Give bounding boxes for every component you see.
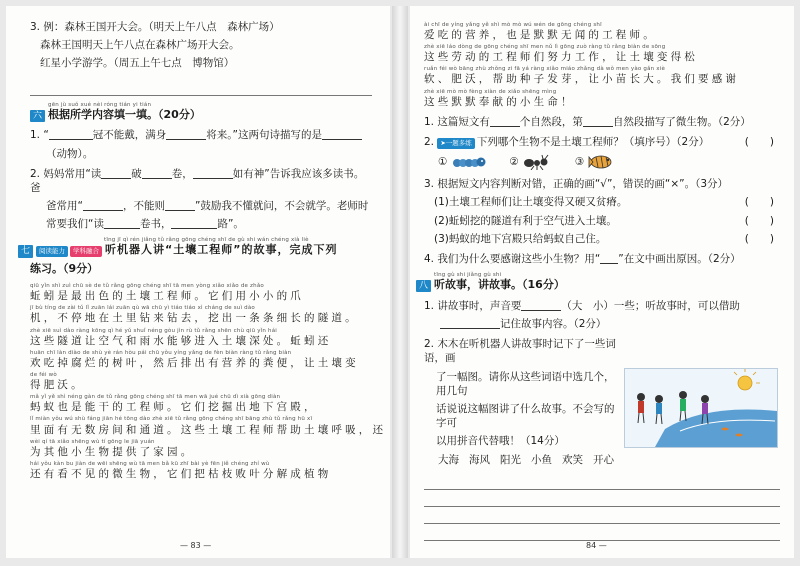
passage-line	[424, 66, 780, 86]
book-gutter	[392, 6, 408, 558]
passage-line	[30, 439, 372, 459]
chinese-line: 机，不停地在土里钻来钻去，挖出一条条细长的隧道。	[30, 312, 359, 325]
passage-line	[30, 394, 372, 414]
q4-b: ”在文中画出原因。（2分）	[618, 252, 741, 265]
word-chip: 阳光	[500, 453, 521, 466]
sec7-badge: 七	[18, 245, 33, 257]
option-1-label: ①	[438, 156, 448, 169]
chinese-line: 还有看不见的微生物，它们把枯枝败叶分解成植物	[30, 467, 332, 480]
chinese-line: 蚂蚁也是能干的工程师。它们挖掘出地下宫殿，	[30, 401, 318, 414]
chinese-line: 为其他小生物提供了家园。	[30, 445, 195, 458]
left-page	[6, 6, 390, 558]
prompt-line: 话说说这幅图讲了什么故事。不会写的字可	[436, 403, 615, 430]
chinese-line: 欢吃掉腐烂的树叶，然后排出有营养的粪便，让土壤变	[30, 356, 359, 369]
passage-line	[30, 350, 372, 370]
pinyin-line: zhè xiē suì dào ràng kōng qì hé yǔ shuǐ néng gòu jìn rù tǔ rǎng shēn chù qiū yǐn hái	[30, 327, 278, 334]
judge-item	[424, 232, 780, 246]
page-number-left: — 83 —	[180, 541, 212, 550]
pinyin-line: huān chī làn diào de shù yè rán hòu pái chū yǒu yíng yǎng de fèn biàn ràng tǔ rǎng biàn	[30, 349, 292, 356]
sec7-title2: 练习。（9分）	[30, 262, 99, 276]
q1-c: 自然段描写了微生物。（2分）	[612, 115, 751, 128]
chinese-line: 得肥沃。	[30, 379, 85, 392]
chinese-line: 这些隧道让空气和雨水能够进入土壤深处。蚯蚓还	[30, 334, 332, 347]
judge-item-text: (1)土壤工程师们让土壤变得又硬又贫瘠。	[434, 196, 628, 209]
judge-answer-paren[interactable]: ( )	[744, 232, 774, 245]
passage-line	[30, 283, 372, 303]
blank[interactable]	[583, 115, 613, 127]
writing-line[interactable]	[424, 507, 780, 524]
sec6-q2j: 路”。	[217, 218, 244, 231]
word-chip: 开心	[593, 453, 614, 466]
pinyin-line: de féi wò	[30, 372, 57, 379]
pinyin-line: mǎ yǐ yě shì néng gàn de tǔ rǎng gōng chéng shī tā men wā jué chū dì xià gōng diàn	[30, 394, 281, 401]
writing-line[interactable]	[424, 524, 780, 541]
passage-line	[424, 89, 780, 109]
q2-options	[424, 153, 780, 171]
q4-a: 4. 我们为什么要感谢这些小生物？用“	[424, 252, 601, 265]
sec7-tag-reading: 阅读能力	[36, 246, 68, 257]
sec6-q2b: 破	[131, 167, 142, 180]
pinyin-line: hái yǒu kàn bu jiàn de wēi shēng wù tā men bǎ kū zhī bài yè fēn jiě chéng zhí wù	[30, 460, 270, 467]
writing-line[interactable]	[424, 490, 780, 507]
passage-line	[30, 372, 372, 392]
option-2-label: ②	[509, 156, 519, 169]
item3-line1: 3. 例：森林王国开大会。（明天上午八点 森林广场）	[30, 21, 280, 33]
pinyin-line: wèi qí tā xiǎo shēng wù tí gōng le jiā yuán	[30, 438, 155, 445]
judge-answer-paren[interactable]: ( )	[744, 214, 774, 227]
sec6-q1b: 冠不能戴，满身	[92, 129, 167, 142]
item3-line3: 红星小学游学。（周五上午七点 博物馆）	[40, 57, 235, 70]
prompt-line: 了一幅图。请你从这些词语中选几个，用几句	[436, 370, 615, 397]
word-list	[424, 453, 780, 467]
judge-item	[424, 195, 780, 209]
q2-answer-paren[interactable]: ( )	[744, 136, 774, 149]
blank[interactable]	[171, 217, 217, 229]
q1-a: 1. 这篇短文有	[424, 115, 490, 128]
word-chip: 大海	[438, 453, 459, 466]
sec6-q2e: 爸常用“	[46, 200, 83, 213]
sec7-tag-subject: 学科融合	[70, 246, 102, 257]
chinese-line: 里面有无数房间和通道。这些土壤工程师帮助土壤呼吸，还	[30, 423, 387, 436]
sec8-title: 听故事，讲故事。（16分）	[434, 278, 565, 292]
blank[interactable]	[49, 128, 93, 140]
blank[interactable]	[193, 167, 233, 179]
pinyin-line: zhè xiē mò mò fèng xiàn de xiǎo shēng mìng	[424, 88, 557, 95]
chinese-line: 这些默默奉献的小生命！	[424, 95, 575, 108]
option-2[interactable]	[509, 154, 552, 170]
option-1[interactable]	[438, 155, 487, 169]
blank[interactable]	[521, 299, 561, 311]
q3-list	[424, 195, 780, 246]
chinese-line: 蚯蚓是最出色的土壤工程师。它们用小小的爪	[30, 290, 304, 303]
sec6-q1d: （动物）。	[46, 147, 94, 160]
sec6-q2c: 卷，	[171, 167, 193, 180]
sec6-q1a: 1. “	[30, 129, 49, 142]
sec6-pinyin: gēn jù suǒ xué nèi róng tián yi tián	[48, 101, 152, 108]
pinyin-line: lǐ miàn yǒu wú shù fáng jiān hé tōng dào zhè xiē tǔ rǎng gōng chéng shī bāng zhù tǔ rǎng hū xī	[30, 416, 313, 423]
blank[interactable]	[142, 167, 172, 179]
passage-line	[424, 44, 780, 64]
sec6-q2h: 常要我们“读	[46, 218, 104, 231]
beach-scene-icon	[624, 368, 778, 448]
passage-line	[30, 305, 372, 325]
pinyin-line: ruǎn féi wò bāng zhù zhǒng zi fā yá ràng xiǎo miáo zhǎng dà wǒ men yào gǎn xiè	[424, 66, 666, 73]
multi-practice-tag: ➤一题多练	[437, 138, 474, 149]
answer-line[interactable]	[30, 79, 372, 96]
word-chip: 欢笑	[562, 453, 583, 466]
blank[interactable]	[101, 167, 131, 179]
sec6-q2f: ，不能则	[122, 200, 165, 213]
blank[interactable]	[440, 317, 500, 329]
passage-line	[424, 22, 780, 42]
judge-item-text: (2)蚯蚓挖的隧道有利于空气进入土壤。	[434, 214, 617, 227]
pinyin-line: zhè xiē láo dòng de gōng chéng shī men nǔ lì gōng zuò ràng tǔ rǎng biàn de sōng	[424, 44, 666, 51]
sec7-pinyin: tīng jī qì rén jiǎng tǔ rǎng gōng chéng shī de gù shi wán chéng xià liè	[104, 237, 309, 244]
sec6-title: 根据所学内容填一填。（20分）	[48, 107, 201, 121]
word-chip: 海风	[469, 453, 490, 466]
option-3-label: ③	[574, 156, 585, 169]
sec8-pinyin: tīng gù shi jiǎng gù shi	[434, 272, 502, 279]
blank[interactable]	[104, 217, 140, 229]
q3-title: 3. 根据短文内容判断对错，正确的画“√”，错误的画“×”。（3分）	[424, 178, 729, 191]
chinese-line: 爱吃的营养，也是默默无闻的工程师。	[424, 29, 657, 42]
page-number-right: 84 —	[586, 541, 607, 550]
writing-line[interactable]	[424, 473, 780, 490]
blank[interactable]	[490, 115, 520, 127]
blank[interactable]	[322, 128, 362, 140]
q1-b: 个自然段，第	[519, 115, 583, 128]
chinese-line: 这些劳动的工程师们努力工作，让土壤变得松	[424, 51, 698, 64]
sec6-badge: 六	[30, 110, 45, 122]
passage-line	[30, 461, 372, 481]
sec8-q1a: 1. 讲故事时，声音要	[424, 299, 522, 312]
option-3[interactable]	[575, 153, 618, 171]
q2-text: 下列哪个生物不是土壤工程师？（填序号）（2分）	[476, 136, 710, 149]
blank[interactable]	[166, 128, 206, 140]
sec6-q2i: 卷书，	[139, 218, 172, 231]
pinyin-line: jī bù tíng de zài tǔ lǐ zuān lái zuān qù wā chū yì tiáo tiáo xì cháng de suì dào	[30, 305, 255, 312]
sec6-q1c: 将来。”这两句诗描写的是	[206, 129, 322, 142]
word-chip: 小鱼	[531, 453, 552, 466]
prompt-line: 2. 木木在听机器人讲故事时记下了一些词语，画	[424, 338, 616, 365]
sec6-q2g: ”鼓励我不懂就问，不会就学。老师时	[194, 200, 369, 213]
prompt-line: 以用拼音代替哦！（14分）	[436, 435, 565, 448]
sec8-badge: 八	[416, 280, 431, 292]
chinese-line: 软、肥沃，帮助种子发芽，让小苗长大。我们要感谢	[424, 73, 740, 86]
blank[interactable]	[165, 199, 195, 211]
pinyin-line: qiū yǐn shì zuì chū sè de tǔ rǎng gōng chéng shī tā men yòng xiǎo xiǎo de zhǎo	[30, 283, 264, 290]
sec8-q1b: （大 小）一些；听故事时，可以借助	[561, 299, 740, 312]
sec8-q2	[424, 337, 620, 448]
story-passage-cont	[424, 22, 780, 109]
underline-sample	[600, 252, 618, 264]
blank[interactable]	[83, 199, 123, 211]
item3-line2: 森林王国明天上午八点在森林广场开大会。	[40, 39, 240, 52]
sec6-q2a: 2. 妈妈常用“读	[30, 167, 102, 180]
judge-item	[424, 214, 780, 228]
ant-icon	[523, 154, 553, 170]
judge-item-text: (3)蚂蚁的地下宫殿只给蚂蚁自己住。	[434, 232, 607, 245]
story-passage	[30, 283, 387, 481]
pinyin-line: ài chī de yíng yǎng yě shì mò mò wú wén de gōng chéng shī	[424, 22, 602, 28]
right-page: ài chī de yíng yǎng yě shì mò mò wú wén de gōng chéng shī 爱吃的营养，也是默默无闻的工程师。 zhè xiē láo dòng de gōng chéng shī men nǔ lì gōng zuò ràng tǔ rǎng biàn de sōng 这些劳动的工程师们努力工作，让土壤变得松 ruǎn féi wò bāng zhù zhǒng zi fā yá ràng xiǎo miáo zhǎng dà wǒ men yào gǎn xiè 软、肥沃，帮助种子发芽，让小苗长大。我们要感谢 zhè xiē mò mò fèng xiàn de xiǎo shēng mìng 这些默默奉献的小生命！ 1. 这篇短文有 个自然段，第 自然段描写了微生物。（2分） 2. ➤一题多练 下列哪个生物不是土壤工程师？（填序号）（2分） ( ) ① ② ③ 3. 根据短文内容判断对错，正确的画“√”，错误的画“×”。（3分） (1)土壤工程师们让土壤变得又硬又贫瘠。 ( ) (2)蚯蚓挖的隧道有利于空气进入土壤。 ( ) (3)蚂蚁的地下宫殿只给蚂蚁自己住。 ( ) 4. 我们为什么要感谢这些小生物？用“ ”在文中画出原因。（2分） tīng gù shi jiǎng gù shi 八 听故事，讲故事。（16分） 1. 讲故事时，声音要 （大 小）一些；听故事时，可以借助 记住故事内容。（2分） 2. 木木在听机器人讲故事时记下了一些词语，画 了一幅图。请你从这些词语中选几个，用几句 话说说这幅图讲了什么故事。不会写的字可 以用拼音代替哦！（14分） 大海 海风 阳光 小鱼 欢笑 开心 84 —	[410, 6, 794, 558]
sec6-q2d: 如有神”告诉我应该多读书。爸	[30, 167, 365, 194]
fish-icon	[588, 153, 618, 171]
sec7-title: 听机器人讲“土壤工程师”的故事，完成下列	[105, 243, 338, 257]
caterpillar-icon	[451, 155, 487, 169]
passage-line	[30, 416, 387, 436]
judge-answer-paren[interactable]: ( )	[744, 196, 774, 209]
sec8-q1c: 记住故事内容。（2分）	[500, 318, 607, 331]
passage-line	[30, 328, 372, 348]
